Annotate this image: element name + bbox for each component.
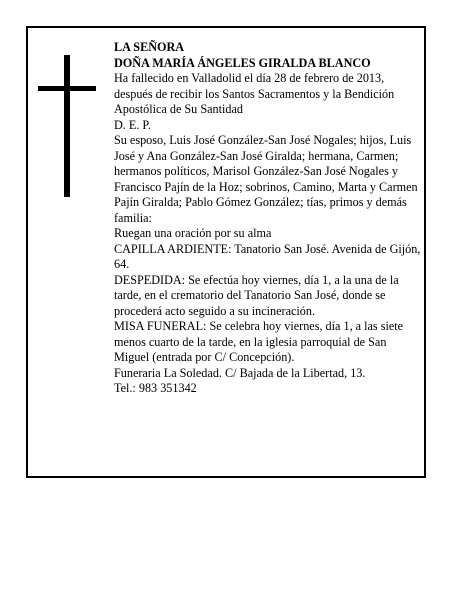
funeraria: Funeraria La Soledad. C/ Bajada de la Libertad, 13.: [114, 365, 366, 380]
cross-vertical-bar: [64, 55, 70, 197]
phone: Tel.: 983 351342: [114, 381, 197, 395]
notice-text: [114, 40, 422, 397]
deceased-name: DOÑA MARÍA ÁNGELES GIRALDA BLANCO: [114, 55, 371, 70]
death-statement: Ha fallecido en Valladolid el día 28 de febrero de 2013, después de recibir los Santos Sacramentos y la Bendición Apostólica de Su Santidad: [114, 71, 395, 116]
capilla-ardiente: CAPILLA ARDIENTE: Tanatorio San José. Avenida de Gijón, 64.: [114, 241, 421, 271]
cross-horizontal-bar: [38, 86, 96, 91]
despedida: DESPEDIDA: Se efectúa hoy viernes, día 1, a la una de la tarde, en el crematorio del Tanatorio San José, donde se procederá acto seguido a su incineración.: [114, 272, 399, 318]
misa-funeral: MISA FUNERAL: Se celebra hoy viernes, día 1, a las siete menos cuarto de la tarde, en la iglesia parroquial de San Miguel (entrada por C/ Concepción).: [114, 319, 404, 364]
prayer-request: Ruegan una oración por su alma: [114, 226, 272, 240]
notice-title: LA SEÑORA: [114, 40, 185, 54]
dep-line: D. E. P.: [114, 117, 151, 132]
family-list: Su esposo, Luis José González-San José Nogales; hijos, Luis José y Ana González-San José Giralda; hermana, Carmen; hermanos políticos, Marisol González-San José Nogales y Francisco Pajín de la Hoz; sobrinos, Camino, Marta y Carmen Pajín Giralda; Pablo Gómez González; tías, primos y demás familia:: [114, 133, 418, 225]
